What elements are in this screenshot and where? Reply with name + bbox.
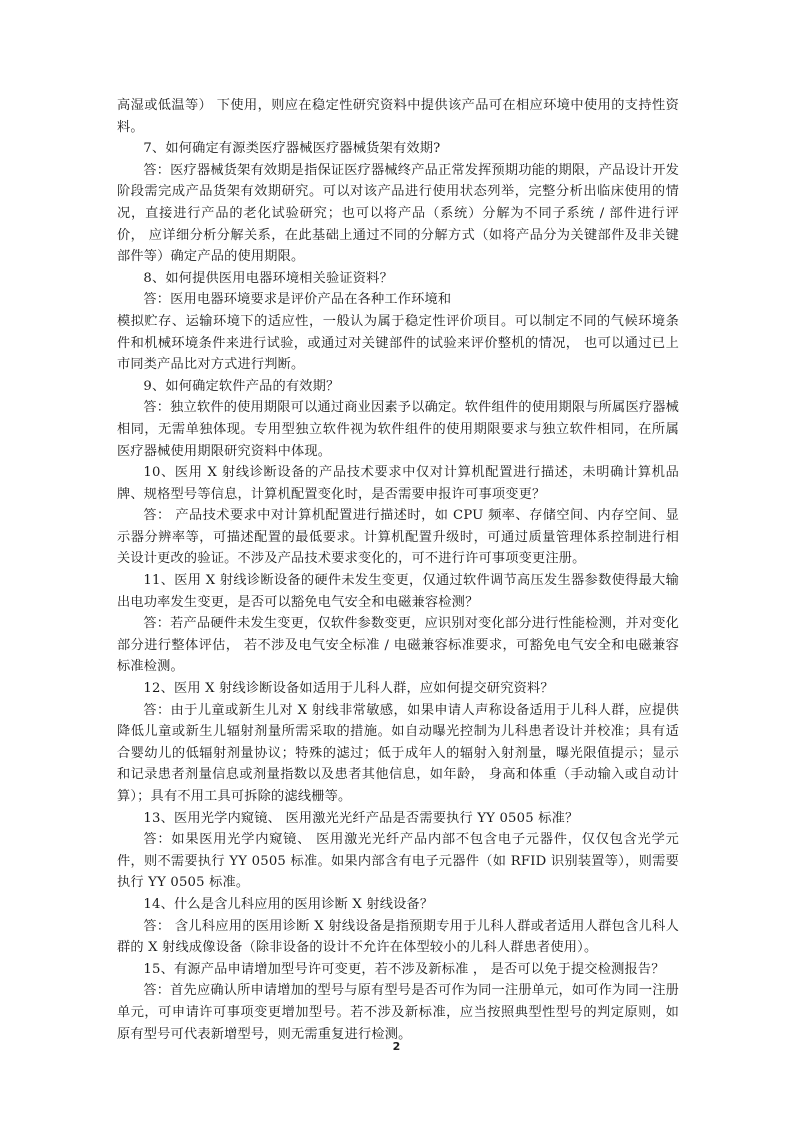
answer-paragraph: 模拟贮存、运输环境下的适应性，一般认为属于稳定性评价项目。可以制定不同的气候环境条件和机械环境条件来进行试验，或通过对关键部件的试验来评价整机的情况， 也可以通过已上市同类产品比对方式进行判断。 xyxy=(117,313,679,373)
body-text xyxy=(117,95,679,1045)
answer-paragraph: 答： 产品技术要求中对计算机配置进行描述时，如 CPU 频率、存储空间、内存空间、显示器分辨率等，可描述配置的最低要求。计算机配置升级时，可通过质量管理体系控制进行相关设计更改的验证。不涉及产品技术要求变化的，可不进行许可事项变更注册。 xyxy=(117,508,679,567)
question-heading: 13、医用光学内窥镜、 医用激光光纤产品是否需要执行 YY 0505 标准？ xyxy=(143,810,579,826)
page-number: 2 xyxy=(392,1040,401,1053)
question-heading: 14、什么是含儿科应用的医用诊断 X 射线设备？ xyxy=(143,896,434,912)
question-heading: 11、医用 X 射线诊断设备的硬件未发生变更，仅通过软件调节高压发生器参数使得最大输出电功率发生变更，是否可以豁免电气安全和电磁兼容检测？ xyxy=(117,573,679,610)
answer-paragraph: 答：若产品硬件未发生变更，仅软件参数变更，应识别对变化部分进行性能检测，并对变化部分进行整体评估， 若不涉及电气安全标准 / 电磁兼容标准要求，可豁免电气安全和电磁兼容标准检测。 xyxy=(117,616,679,675)
question-heading: 15、有源产品申请增加型号许可变更，若不涉及新标准 ， 是否可以免于提交检测报告？ xyxy=(143,961,665,977)
question-heading: 8、如何提供医用电器环境相关验证资料？ xyxy=(143,270,393,286)
answer-paragraph: 答：由于儿童或新生儿对 X 射线非常敏感，如果申请人声称设备适用于儿科人群，应提供降低儿童或新生儿辐射剂量所需采取的措施。如自动曝光控制为儿科患者设计并校准；具有适合婴幼儿的低辐射剂量协议；特殊的滤过；低于成年人的辐射入射剂量，曝光限值提示；显示和记录患者剂量信息或剂量指数以及患者其他信息，如年龄， 身高和体重（手动输入或自动计算）；具有不用工具可拆除的滤线栅等。 xyxy=(117,702,679,804)
answer-paragraph: 答：医疗器械货架有效期是指保证医疗器械终产品正常发挥预期功能的期限，产品设计开发阶段需完成产品货架有效期研究。可以对该产品进行使用状态列举，完整分析出临床使用的情况，直接进行产品的老化试验研究；也可以将产品（系统）分解为不同子系统 / 部件进行评价， 应详细分析分解关系，在此基础上通过不同的分解方式（如将产品分为关键部件及非关键部件等）确定产品的使用期限。 xyxy=(117,162,679,265)
answer-paragraph: 答：独立软件的使用期限可以通过商业因素予以确定。软件组件的使用期限与所属医疗器械相同，无需单独体现。专用型独立软件视为软件组件的使用期限要求与独立软件相同，在所属医疗器械使用期限研究资料中体现。 xyxy=(117,400,679,459)
question-heading: 9、如何确定软件产品的有效期？ xyxy=(143,378,340,394)
question-heading: 7、如何确定有源类医疗器械医疗器械货架有效期? xyxy=(143,141,441,157)
answer-paragraph: 答：医用电器环境要求是评价产品在各种工作环境和 xyxy=(143,292,452,308)
answer-paragraph: 答：首先应确认所申请增加的型号与原有型号是否可作为同一注册单元，如可作为同一注册单元，可申请许可事项变更增加型号。若不涉及新标准，应当按照典型性型号的判定原则，如原有型号可代表新增型号，则无需重复进行检测。 xyxy=(117,983,679,1042)
answer-paragraph: 答：如果医用光学内窥镜、 医用激光光纤产品内部不包含电子元器件，仅仅包含光学元件，则不需要执行 YY 0505 标准。如果内部含有电子元器件（如 RFID 识别装置等），则需要执行 YY 0505 标准。 xyxy=(117,832,679,891)
question-heading: 10、医用 X 射线诊断设备的产品技术要求中仅对计算机配置进行描述，未明确计算机品牌、规格型号等信息，计算机配置变化时，是否需要申报许可事项变更？ xyxy=(117,465,679,502)
paragraph: 高湿或低温等） 下使用，则应在稳定性研究资料中提供该产品可在相应环境中使用的支持性资料。 xyxy=(117,98,679,135)
question-heading: 12、医用 X 射线诊断设备如适用于儿科人群，应如何提交研究资料？ xyxy=(143,681,554,697)
answer-paragraph: 答： 含儿科应用的医用诊断 X 射线设备是指预期专用于儿科人群或者适用人群包含儿科人群的 X 射线成像设备（除非设备的设计不允许在体型较小的儿科人群患者使用）。 xyxy=(117,918,679,956)
